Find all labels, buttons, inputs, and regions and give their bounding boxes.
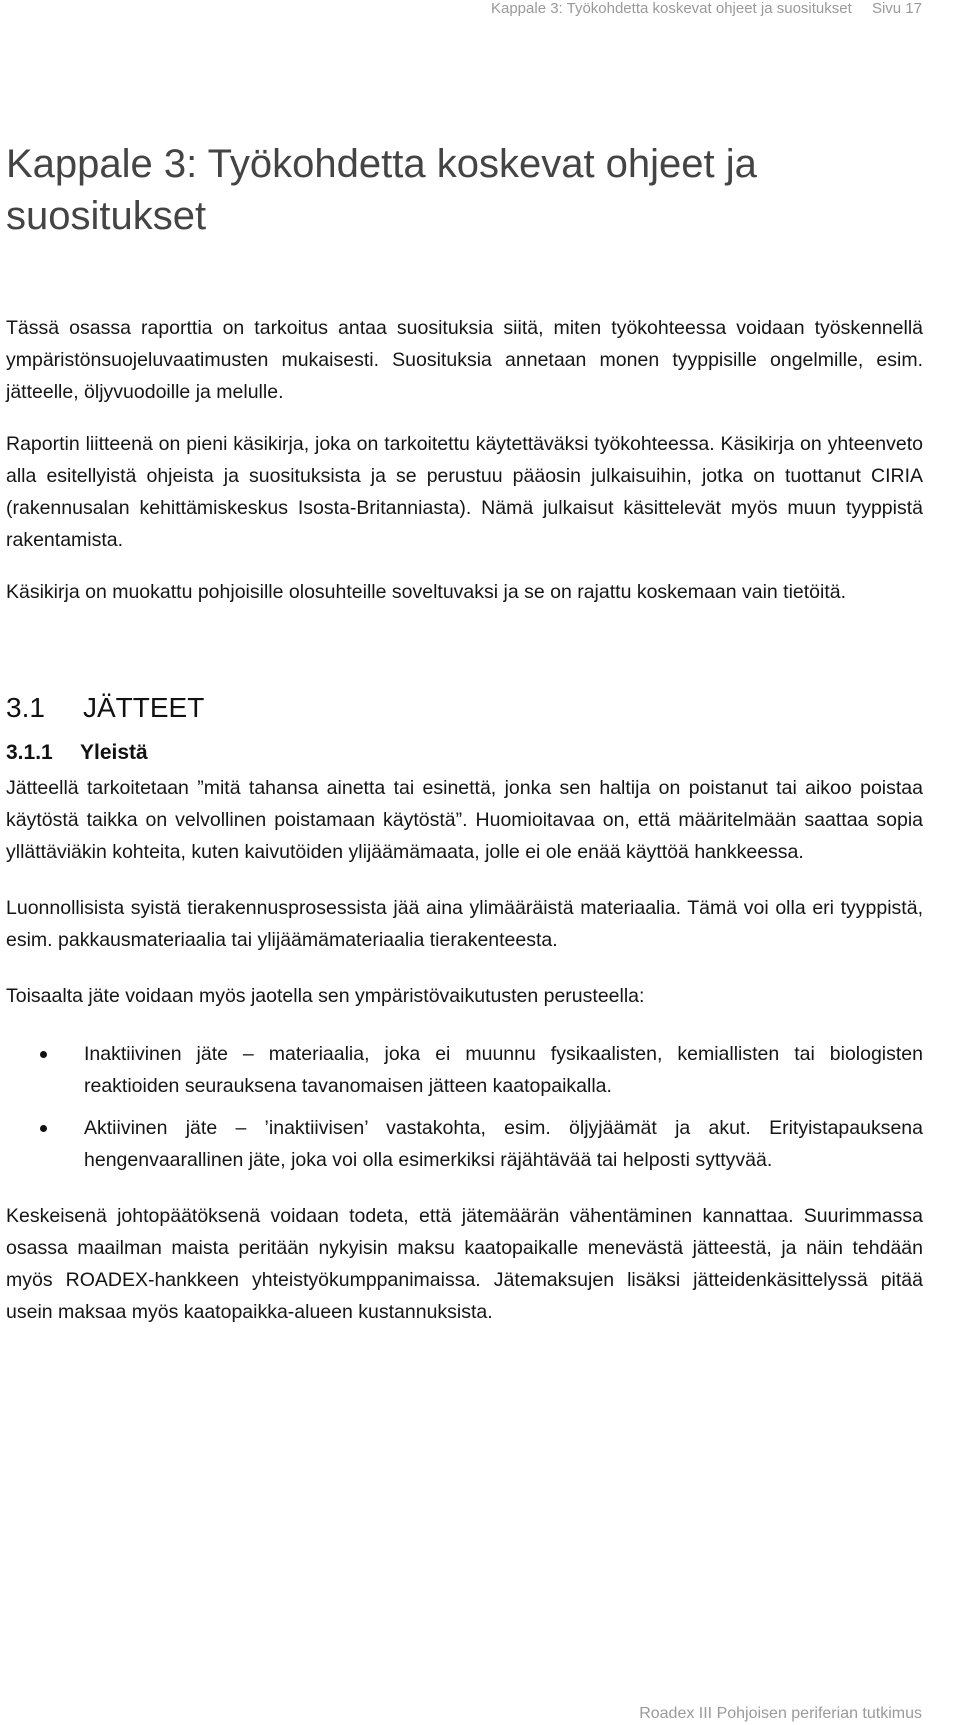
bullet-icon bbox=[40, 1051, 47, 1058]
intro-paragraph: Raportin liitteenä on pieni käsikirja, joka on tarkoitettu käytettäväksi työkohteessa. Käsikirja on yhteenveto alla esitellyistä ohjeista ja suosituksista ja se perustuu pääosin julkaisuihin, jotka on tuottanut CIRIA (rakennusalan kehittämiskeskus Isosta-Britanniasta). Nämä julkaisut käsittelevät myös muun tyyppistä rakentamista. bbox=[6, 433, 923, 551]
closing-paragraph: Keskeisenä johtopäätöksenä voidaan todeta, että jätemäärän vähentäminen kannattaa. Suurimmassa osassa maailman maista peritään nykyisin maksu kaatopaikalle menevästä jätteestä, ja näin tehdään myös ROADEX-hankkeen yhteistyökumppanimaissa. Jätemaksujen lisäksi jätteidenkäsittelyssä pitää usein maksaa myös kaatopaikka-alueen kustannuksista. bbox=[6, 1205, 923, 1323]
subsection-heading bbox=[6, 736, 923, 770]
section-title: JÄTTEET bbox=[83, 692, 205, 723]
intro-paragraph: Tässä osassa raporttia on tarkoitus antaa suosituksia siitä, miten työkohteessa voidaan työskennellä ympäristönsuojeluvaatimusten mukaisesti. Suosituksia annetaan monen tyyppisille ongelmille, esim. jätteelle, öljyvuodoille ja melulle. bbox=[6, 317, 923, 403]
page-footer: Roadex III Pohjoisen periferian tutkimus bbox=[639, 1705, 922, 1722]
section-heading bbox=[6, 686, 923, 730]
intro-paragraph: Käsikirja on muokattu pohjoisille olosuhteille soveltuvaksi ja se on rajattu koskemaan vain tietöitä. bbox=[6, 581, 847, 603]
list-item bbox=[6, 1112, 923, 1176]
page-header bbox=[475, 0, 922, 18]
body-paragraph: Toisaalta jäte voidaan myös jaotella sen ympäristövaikutusten perusteella: bbox=[6, 985, 645, 1007]
subsection-title: Yleistä bbox=[80, 741, 148, 764]
list-item bbox=[6, 1038, 923, 1102]
header-title: Kappale 3: Työkohdetta koskevat ohjeet ja suositukset bbox=[490, 0, 852, 17]
list-item-text: Inaktiivinen jäte – materiaalia, joka ei muunnu fysikaalisten, kemiallisten tai biologisten reaktioiden seurauksena tavanomaisen jätteen kaatopaikalla. bbox=[84, 1043, 923, 1097]
header-page-number: Sivu 17 bbox=[871, 0, 922, 17]
bullet-icon bbox=[40, 1125, 47, 1132]
body-paragraph: Luonnollisista syistä tierakennusprosessista jää aina ylimääräistä materiaalia. Tämä voi olla eri tyyppistä, esim. pakkausmateriaalia tai ylijäämämateriaalia tierakenteesta. bbox=[6, 897, 923, 951]
subsection-number: 3.1.1 bbox=[6, 741, 53, 764]
bullet-list bbox=[6, 1038, 923, 1176]
body-paragraph: Jätteellä tarkoitetaan ”mitä tahansa ainetta tai esinettä, jonka sen haltija on poistanut tai aikoo poistaa käytöstä taikka on velvollinen poistamaan käytöstä”. Huomioitavaa on, että määritelmään saattaa sopia yllättäviäkin kohteita, kuten kaivutöiden ylijäämämaata, jolle ei ole enää käyttöä hankkeessa. bbox=[6, 777, 923, 863]
chapter-title: Kappale 3: Työkohdetta koskevat ohjeet ja suositukset bbox=[6, 142, 757, 238]
document-body bbox=[6, 312, 923, 1328]
section-number: 3.1 bbox=[6, 692, 45, 723]
list-item-text: Aktiivinen jäte – ’inaktiivisen’ vastakohta, esim. öljyjäämät ja akut. Erityistapauksena hengenvaarallinen jäte, joka voi olla esimerkiksi räjähtävää tai helposti syttyvää. bbox=[84, 1117, 923, 1171]
